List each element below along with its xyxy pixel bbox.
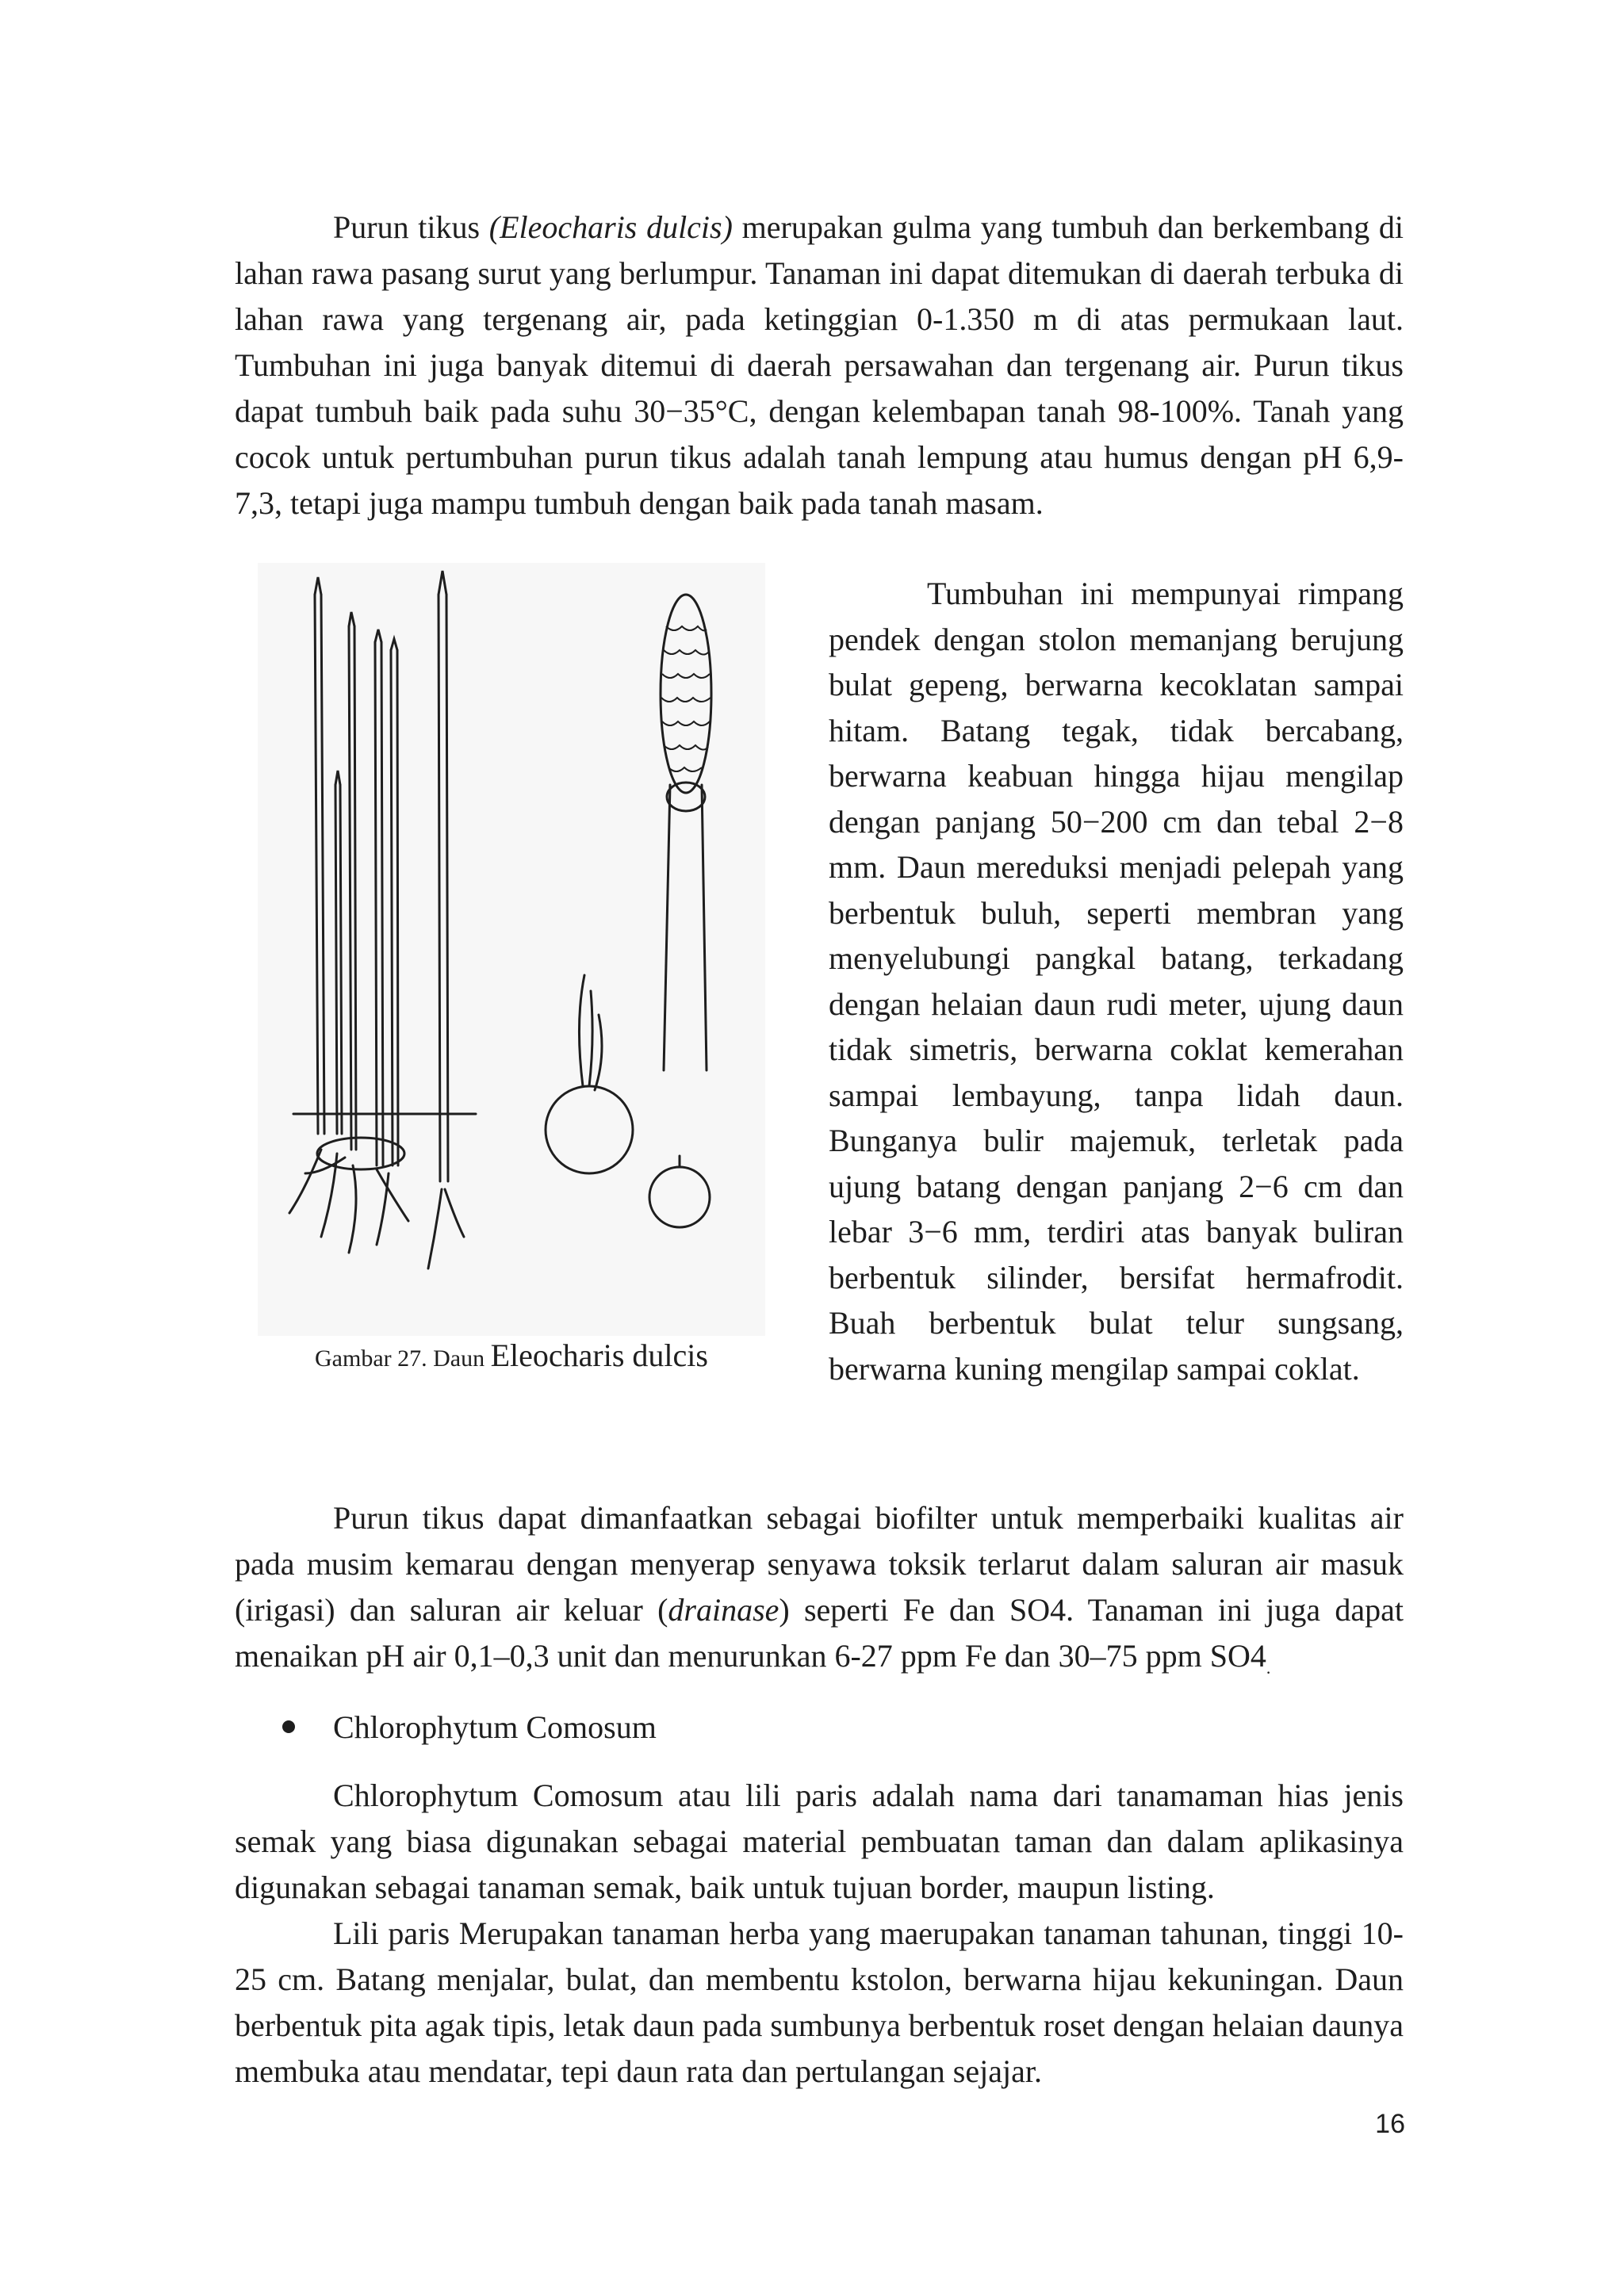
bullet-heading: Chlorophytum Comosum bbox=[333, 1709, 657, 1745]
page-number: 16 bbox=[1375, 2109, 1405, 2139]
paragraph-chlorophytum-detail bbox=[235, 1911, 1404, 2095]
figure-caption-prefix: Gambar 27. Daun bbox=[315, 1345, 491, 1372]
bullet-icon bbox=[282, 1720, 295, 1733]
paragraph-intro-body: merupakan gulma yang tumbuh dan berkembang di lahan rawa pasang surut yang berlumpur. Tanaman ini dapat ditemukan di daerah terbuka di lahan rawa yang tergenang air, pada ketinggian 0-1.350 m di atas permukaan laut. Tumbuhan ini juga banyak ditemui di daerah persawahan dan tergenang air. Purun tikus dapat tumbuh baik pada suhu 30−35°C, dengan kelembapan tanah 98-100%. Tanah yang cocok untuk pertumbuhan purun tikus adalah tanah lempung atau humus dengan pH 6,9-7,3, tetapi juga mampu tumbuh dengan baik pada tanah masam. bbox=[235, 209, 1404, 521]
paragraph-biofilter bbox=[235, 1495, 1404, 1691]
paragraph-biofilter-end-mark: . bbox=[1266, 1658, 1271, 1678]
species-name: (Eleocharis dulcis) bbox=[488, 209, 733, 245]
paragraph-description bbox=[829, 571, 1404, 1391]
figure-caption bbox=[258, 1338, 765, 1376]
paragraph-chlorophytum-detail-text: Lili paris Merupakan tanaman herba yang maerupakan tanaman tahunan, tinggi 10-25 cm. Batang menjalar, bulat, dan membentu kstolon, berwarna hijau kekuningan. Daun berbentuk pita agak tipis, letak daun pada sumbunya berbentuk roset dengan helaian daunya membuka atau mendatar, tepi daun rata dan pertulangan sejajar. bbox=[235, 1915, 1404, 2089]
paragraph-intro-lead: Purun tikus bbox=[333, 209, 489, 245]
drainase-term: drainase bbox=[668, 1592, 779, 1628]
paragraph-intro bbox=[235, 205, 1404, 526]
figure-caption-species: Eleocharis dulcis bbox=[490, 1337, 708, 1373]
paragraph-description-text: Tumbuhan ini mempunyai rimpang pendek dengan stolon memanjang berujung bulat gepeng, berwarna kecoklatan sampai hitam. Batang tegak, tidak bercabang, berwarna keabuan hingga hijau mengilap dengan panjang 50−200 cm dan tebal 2−8 mm. Daun mereduksi menjadi pelepah yang berbentuk buluh, seperti membran yang menyelubungi pangkal batang, terkadang dengan helaian daun rudi meter, ujung daun tidak simetris, berwarna coklat kemerahan sampai lembayung, tanpa lidah daun. Bunganya bulir majemuk, terletak pada ujung batang dengan panjang 2−6 cm dan lebar 3−6 mm, terdiri atas banyak buliran berbentuk silinder, bersifat hermafrodit. Buah berbentuk bulat telur sungsang, berwarna kuning mengilap sampai coklat. bbox=[829, 576, 1404, 1387]
paragraph-biofilter-part2: ) seperti Fe dan SO4. Tanaman ini juga dapat menaikan pH air 0,1–0,3 unit dan menurunkan 6-27 ppm Fe dan 30–75 ppm SO4 bbox=[235, 1592, 1404, 1674]
paragraph-chlorophytum-intro bbox=[235, 1773, 1404, 1911]
paragraph-chlorophytum-intro-text: Chlorophytum Comosum atau lili paris adalah nama dari tanamaman hias jenis semak yang biasa digunakan sebagai material pembuatan taman dan dalam aplikasinya digunakan sebagai tanaman semak, baik untuk tujuan border, maupun listing. bbox=[235, 1777, 1404, 1905]
plant-drawing bbox=[258, 563, 765, 1336]
figure-eleocharis-illustration bbox=[258, 563, 765, 1336]
paragraph-biofilter-part1: Purun tikus dapat dimanfaatkan sebagai biofilter untuk memperbaiki kualitas air pada musim kemarau dengan menyerap senyawa toksik terlarut dalam saluran air masuk (irigasi) dan saluran air keluar ( bbox=[235, 1500, 1404, 1628]
